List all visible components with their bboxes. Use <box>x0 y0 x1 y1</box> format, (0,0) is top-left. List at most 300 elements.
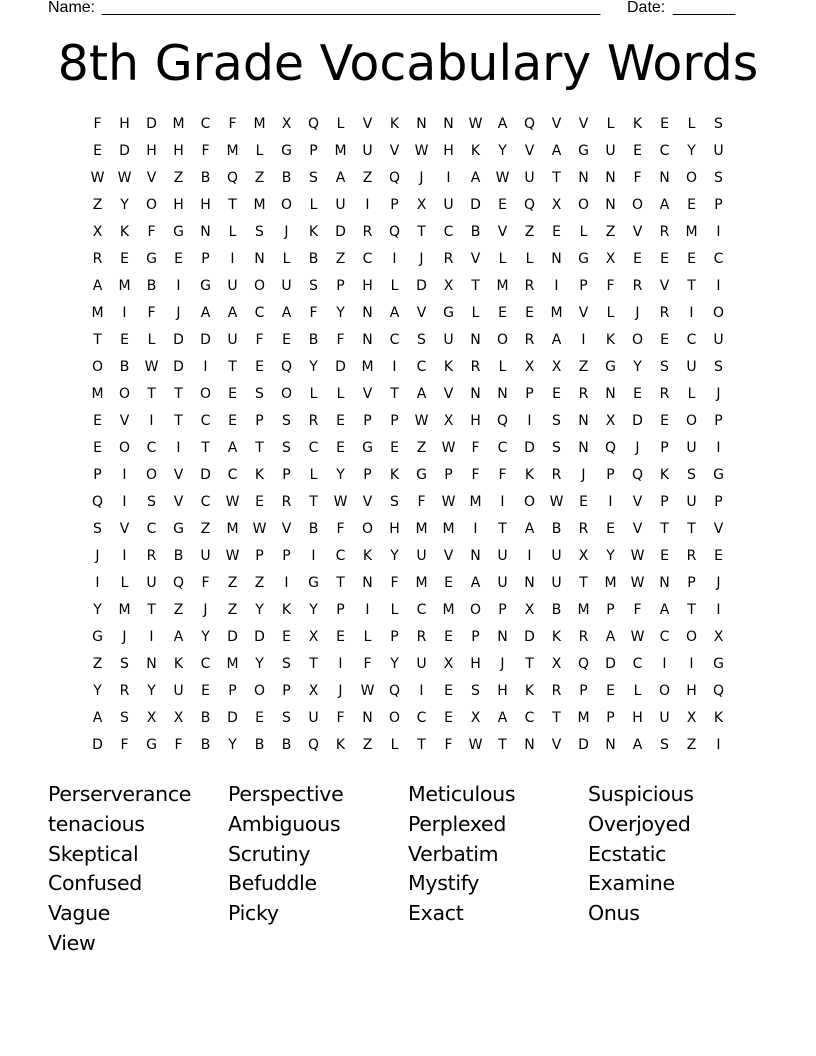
grid-letter: H <box>119 116 130 132</box>
grid-letter: E <box>552 386 561 402</box>
vocabulary-word: Skeptical <box>48 841 139 866</box>
grid-letter: N <box>443 116 454 132</box>
grid-letter: D <box>254 629 265 645</box>
grid-letter: T <box>552 710 561 726</box>
grid-letter: G <box>146 737 157 753</box>
grid-letter: E <box>201 683 210 699</box>
grid-letter: K <box>605 332 616 348</box>
grid-letter: Y <box>390 548 399 564</box>
grid-letter: I <box>500 494 505 510</box>
grid-letter: F <box>606 278 615 294</box>
grid-letter: Z <box>362 170 373 186</box>
vocabulary-word: Meticulous <box>408 782 516 806</box>
grid-letter: B <box>551 602 562 618</box>
grid-letter: Z <box>227 602 238 618</box>
grid-letter: P <box>714 197 723 213</box>
vocabulary-word: Ambiguous <box>228 811 341 836</box>
vocabulary-word: Picky <box>228 901 279 926</box>
grid-letter: K <box>119 224 130 240</box>
grid-letter: C <box>362 251 373 267</box>
grid-letter: R <box>551 467 562 483</box>
grid-letter: B <box>551 521 562 537</box>
grid-letter: K <box>362 548 373 564</box>
grid-letter: D <box>200 332 211 348</box>
grid-letter: P <box>606 602 615 618</box>
grid-letter: K <box>470 143 481 159</box>
grid-letter: H <box>632 710 643 726</box>
grid-letter: O <box>496 332 509 348</box>
vocabulary-word: Examine <box>588 871 675 896</box>
grid-letter: L <box>390 602 399 618</box>
grid-letter: L <box>390 278 399 294</box>
grid-letter: I <box>176 440 181 456</box>
grid-letter: A <box>281 305 292 321</box>
grid-letter: G <box>416 467 427 483</box>
grid-letter: U <box>713 143 724 159</box>
grid-letter: J <box>716 575 721 591</box>
grid-letter: A <box>605 629 616 645</box>
grid-letter: V <box>578 305 589 321</box>
grid-letter: O <box>361 521 374 537</box>
grid-row <box>84 111 732 138</box>
grid-letter: Y <box>309 602 318 618</box>
grid-letter: I <box>122 467 127 483</box>
grid-letter: X <box>686 710 697 726</box>
grid-letter: G <box>605 359 616 375</box>
grid-letter: E <box>336 413 345 429</box>
grid-row <box>84 300 732 327</box>
grid-letter: Y <box>336 305 345 321</box>
grid-letter: F <box>309 305 318 321</box>
grid-letter: Y <box>93 683 102 699</box>
grid-letter: O <box>523 494 536 510</box>
grid-letter: M <box>550 305 563 321</box>
grid-letter: P <box>255 413 264 429</box>
grid-letter: G <box>281 143 292 159</box>
grid-letter: B <box>146 278 157 294</box>
grid-letter: N <box>416 116 427 132</box>
grid-letter: O <box>631 197 644 213</box>
grid-letter: Q <box>631 467 644 483</box>
grid-row <box>84 705 732 732</box>
grid-letter: V <box>632 494 643 510</box>
grid-letter: P <box>390 197 399 213</box>
grid-letter: X <box>308 683 319 699</box>
grid-letter: B <box>308 251 319 267</box>
grid-letter: F <box>147 305 156 321</box>
grid-letter: P <box>363 413 372 429</box>
grid-letter: R <box>416 629 427 645</box>
grid-letter: J <box>635 305 640 321</box>
grid-letter: U <box>551 548 562 564</box>
grid-letter: E <box>687 197 696 213</box>
grid-letter: I <box>203 359 208 375</box>
grid-letter: L <box>228 224 237 240</box>
grid-letter: V <box>713 521 724 537</box>
grid-letter: U <box>713 332 724 348</box>
grid-letter: R <box>551 683 562 699</box>
grid-letter: P <box>579 278 588 294</box>
grid-letter: F <box>363 656 372 672</box>
grid-letter: N <box>524 737 535 753</box>
grid-letter: C <box>443 224 454 240</box>
grid-letter: Q <box>388 170 401 186</box>
grid-letter: Z <box>200 521 211 537</box>
grid-letter: E <box>390 440 399 456</box>
grid-letter: Y <box>336 467 345 483</box>
grid-letter: F <box>174 737 183 753</box>
grid-letter: W <box>414 143 429 159</box>
grid-letter: F <box>633 602 642 618</box>
grid-letter: E <box>336 440 345 456</box>
grid-letter: O <box>253 683 266 699</box>
grid-letter: K <box>281 602 292 618</box>
grid-letter: J <box>122 629 127 645</box>
grid-letter: S <box>309 278 318 294</box>
grid-letter: L <box>255 143 264 159</box>
grid-letter: E <box>120 332 129 348</box>
grid-letter: E <box>579 494 588 510</box>
grid-letter: H <box>389 521 400 537</box>
grid-letter: E <box>255 359 264 375</box>
grid-letter: U <box>416 548 427 564</box>
grid-letter: O <box>712 305 725 321</box>
grid-letter: A <box>470 575 481 591</box>
grid-letter: O <box>145 197 158 213</box>
grid-letter: A <box>497 710 508 726</box>
grid-row <box>84 570 732 597</box>
grid-letter: D <box>227 629 238 645</box>
grid-letter: M <box>253 116 266 132</box>
grid-letter: Q <box>280 359 293 375</box>
grid-letter: M <box>226 143 239 159</box>
grid-letter: U <box>335 197 346 213</box>
grid-letter: U <box>686 440 697 456</box>
grid-letter: J <box>419 170 424 186</box>
grid-letter: G <box>173 521 184 537</box>
grid-letter: Z <box>416 440 427 456</box>
grid-letter: S <box>660 359 669 375</box>
grid-letter: E <box>498 305 507 321</box>
grid-letter: E <box>660 548 669 564</box>
grid-letter: C <box>146 440 157 456</box>
grid-letter: F <box>498 467 507 483</box>
grid-letter: L <box>309 467 318 483</box>
grid-letter: B <box>308 332 319 348</box>
vocabulary-word: View <box>48 930 96 955</box>
grid-letter: C <box>416 710 427 726</box>
grid-letter: L <box>633 683 642 699</box>
grid-letter: N <box>578 170 589 186</box>
grid-letter: Z <box>254 170 265 186</box>
grid-letter: N <box>362 332 373 348</box>
grid-letter: Y <box>309 359 318 375</box>
grid-letter: T <box>309 656 318 672</box>
grid-letter: P <box>363 467 372 483</box>
grid-letter: E <box>93 413 102 429</box>
grid-letter: W <box>225 548 240 564</box>
grid-letter: Q <box>307 116 320 132</box>
vocabulary-word: Perserverance <box>48 782 192 806</box>
grid-letter: Z <box>254 575 265 591</box>
grid-letter: O <box>145 467 158 483</box>
grid-letter: T <box>579 575 588 591</box>
grid-letter: F <box>336 710 345 726</box>
grid-letter: V <box>551 737 562 753</box>
grid-letter: Q <box>307 737 320 753</box>
grid-row <box>84 732 732 759</box>
grid-letter: T <box>471 278 480 294</box>
grid-letter: O <box>469 602 482 618</box>
grid-letter: S <box>147 494 156 510</box>
grid-letter: C <box>659 143 670 159</box>
grid-letter: C <box>227 467 238 483</box>
grid-row <box>84 219 732 246</box>
grid-letter: X <box>470 710 481 726</box>
grid-row <box>84 678 732 705</box>
grid-letter: C <box>686 332 697 348</box>
grid-letter: Q <box>388 224 401 240</box>
grid-letter: M <box>226 521 239 537</box>
grid-letter: U <box>497 548 508 564</box>
grid-letter: K <box>632 116 643 132</box>
grid-letter: A <box>200 305 211 321</box>
grid-letter: D <box>335 359 346 375</box>
grid-row <box>84 651 732 678</box>
grid-letter: O <box>118 386 131 402</box>
grid-letter: S <box>120 710 129 726</box>
grid-letter: Z <box>524 224 535 240</box>
grid-letter: D <box>119 143 130 159</box>
grid-letter: S <box>714 170 723 186</box>
grid-letter: I <box>149 629 154 645</box>
grid-letter: V <box>119 521 130 537</box>
word-bank <box>48 780 768 959</box>
grid-letter: G <box>713 656 724 672</box>
grid-letter: P <box>390 413 399 429</box>
grid-letter: M <box>91 386 104 402</box>
grid-letter: D <box>227 710 238 726</box>
grid-letter: P <box>687 575 696 591</box>
grid-letter: N <box>362 305 373 321</box>
grid-letter: M <box>469 494 482 510</box>
grid-letter: F <box>390 575 399 591</box>
grid-letter: E <box>687 251 696 267</box>
grid-letter: W <box>441 494 456 510</box>
grid-letter: L <box>363 629 372 645</box>
grid-letter: D <box>524 629 535 645</box>
grid-letter: E <box>633 386 642 402</box>
grid-letter: X <box>551 359 562 375</box>
grid-letter: L <box>471 305 480 321</box>
grid-letter: S <box>282 656 291 672</box>
grid-letter: Y <box>633 359 642 375</box>
grid-letter: R <box>659 224 670 240</box>
grid-letter: Q <box>91 494 104 510</box>
grid-letter: L <box>687 116 696 132</box>
grid-row <box>84 354 732 381</box>
grid-letter: P <box>336 602 345 618</box>
grid-letter: I <box>689 656 694 672</box>
grid-letter: O <box>577 197 590 213</box>
name-date-line <box>48 0 748 20</box>
grid-letter: V <box>551 116 562 132</box>
grid-letter: P <box>309 143 318 159</box>
grid-letter: W <box>414 413 429 429</box>
grid-letter: T <box>525 656 534 672</box>
grid-letter: Q <box>496 413 509 429</box>
grid-letter: N <box>605 170 616 186</box>
grid-letter: C <box>416 359 427 375</box>
grid-letter: W <box>468 116 483 132</box>
grid-letter: I <box>176 278 181 294</box>
grid-letter: W <box>225 494 240 510</box>
grid-row <box>84 489 732 516</box>
grid-letter: S <box>282 413 291 429</box>
grid-letter: M <box>361 359 374 375</box>
grid-letter: D <box>470 197 481 213</box>
grid-row <box>84 516 732 543</box>
grid-letter: S <box>471 683 480 699</box>
grid-letter: G <box>713 467 724 483</box>
grid-row <box>84 408 732 435</box>
grid-letter: I <box>122 548 127 564</box>
grid-letter: Z <box>227 575 238 591</box>
grid-letter: S <box>417 332 426 348</box>
grid-letter: E <box>444 683 453 699</box>
grid-letter: A <box>173 629 184 645</box>
grid-letter: B <box>173 548 184 564</box>
grid-letter: R <box>308 413 319 429</box>
grid-letter: V <box>146 170 157 186</box>
grid-letter: A <box>389 305 400 321</box>
grid-letter: E <box>552 224 561 240</box>
grid-row <box>84 435 732 462</box>
grid-letter: T <box>417 224 426 240</box>
grid-letter: X <box>146 710 157 726</box>
grid-letter: O <box>280 386 293 402</box>
grid-letter: E <box>255 710 264 726</box>
grid-letter: P <box>282 467 291 483</box>
grid-letter: V <box>497 224 508 240</box>
grid-letter: P <box>660 440 669 456</box>
grid-letter: T <box>93 332 102 348</box>
grid-letter: V <box>389 143 400 159</box>
grid-letter: U <box>605 143 616 159</box>
grid-letter: C <box>524 710 535 726</box>
grid-letter: T <box>687 602 696 618</box>
grid-letter: J <box>419 251 424 267</box>
grid-letter: X <box>173 710 184 726</box>
grid-letter: B <box>281 737 292 753</box>
grid-letter: K <box>389 116 400 132</box>
page-title: 8th Grade Vocabulary Words <box>57 35 759 92</box>
grid-letter: J <box>338 683 343 699</box>
grid-letter: W <box>333 494 348 510</box>
grid-letter: C <box>200 656 211 672</box>
grid-letter: P <box>444 467 453 483</box>
grid-letter: X <box>281 116 292 132</box>
grid-letter: R <box>146 548 157 564</box>
grid-row <box>84 624 732 651</box>
grid-letter: Y <box>255 602 264 618</box>
grid-row <box>84 327 732 354</box>
grid-letter: G <box>443 305 454 321</box>
grid-letter: P <box>390 629 399 645</box>
grid-letter: P <box>714 494 723 510</box>
grid-letter: G <box>146 251 157 267</box>
grid-letter: I <box>554 278 559 294</box>
grid-letter: M <box>442 602 455 618</box>
grid-letter: P <box>660 494 669 510</box>
grid-letter: J <box>176 305 181 321</box>
grid-letter: B <box>254 737 265 753</box>
grid-letter: X <box>524 602 535 618</box>
word-bank-row <box>48 869 768 899</box>
grid-letter: L <box>336 116 345 132</box>
grid-letter: A <box>92 278 103 294</box>
grid-letter: R <box>578 386 589 402</box>
grid-letter: X <box>551 656 562 672</box>
grid-letter: I <box>446 170 451 186</box>
grid-letter: O <box>685 629 698 645</box>
vocabulary-word: Scrutiny <box>228 841 311 866</box>
grid-letter: L <box>687 386 696 402</box>
grid-letter: W <box>144 359 159 375</box>
word-bank-row <box>48 780 768 810</box>
grid-letter: P <box>471 629 480 645</box>
grid-letter: N <box>659 575 670 591</box>
grid-letter: U <box>200 548 211 564</box>
grid-letter: K <box>389 467 400 483</box>
grid-letter: Z <box>173 170 184 186</box>
grid-letter: N <box>524 575 535 591</box>
grid-letter: X <box>605 251 616 267</box>
grid-letter: Y <box>147 683 156 699</box>
grid-letter: N <box>605 737 616 753</box>
grid-letter: Z <box>686 737 697 753</box>
grid-letter: Z <box>173 602 184 618</box>
grid-letter: Q <box>523 197 536 213</box>
grid-letter: O <box>685 170 698 186</box>
grid-letter: A <box>416 386 427 402</box>
grid-letter: V <box>659 278 670 294</box>
grid-letter: W <box>630 548 645 564</box>
grid-letter: I <box>230 251 235 267</box>
grid-letter: I <box>122 305 127 321</box>
grid-letter: G <box>308 575 319 591</box>
grid-letter: E <box>660 116 669 132</box>
grid-letter: Y <box>255 656 264 672</box>
grid-letter: C <box>497 440 508 456</box>
grid-letter: V <box>524 143 535 159</box>
grid-letter: E <box>606 683 615 699</box>
grid-letter: A <box>659 602 670 618</box>
grid-letter: L <box>309 197 318 213</box>
grid-letter: M <box>118 278 131 294</box>
grid-letter: U <box>686 359 697 375</box>
grid-letter: H <box>686 683 697 699</box>
grid-letter: P <box>93 467 102 483</box>
grid-letter: T <box>228 359 237 375</box>
grid-letter: M <box>577 602 590 618</box>
grid-letter: M <box>334 143 347 159</box>
grid-row <box>84 543 732 570</box>
grid-letter: I <box>527 548 532 564</box>
grid-letter: W <box>117 170 132 186</box>
grid-letter: Q <box>172 575 185 591</box>
grid-letter: H <box>443 143 454 159</box>
